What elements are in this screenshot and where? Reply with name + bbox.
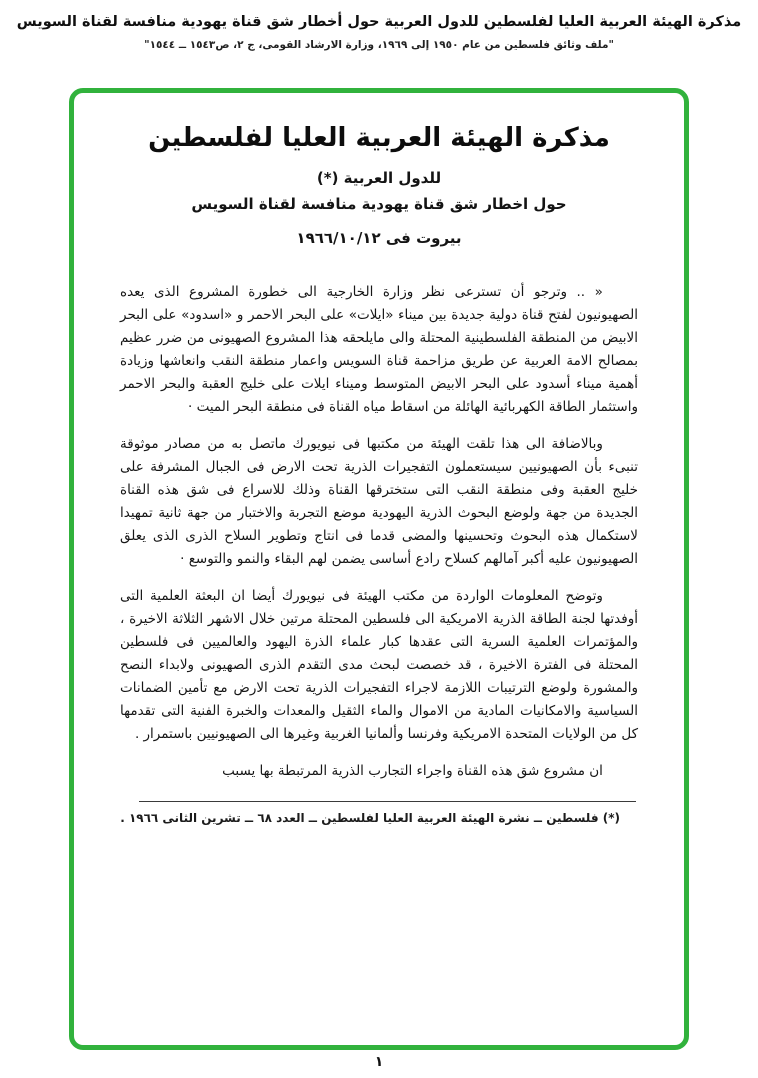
document-title: مذكرة الهيئة العربية العليا لفلسطين <box>148 123 610 153</box>
paragraph-4: ان مشروع شق هذه القناة واجراء التجارب الذرية المرتبطة بها يسبب <box>222 763 603 779</box>
paragraph-3: وتوضح المعلومات الواردة من مكتب الهيئة فى نيويورك أيضا ان البعثة العلمية التى أوفدتها لجنة الطاقة الذرية الامريكية الى فلسطين المحتلة مرتين خلال الاشهر الثلاثة الاخيرة ، والمؤتمرات العلمية السرية التى عقدها كبار علماء الذرة اليهود والعالميين فى فلسطين المحتلة فى الفترة الاخيرة ، قد خصصت لبحث مدى التقدم الذرى الصهيونى ولابداء النصح والمشورة ولوضع الترتيبات اللازمة لاجراء التفجيرات الذرية تحت الارض مع تأمين الضمانات السياسية والامكانيات المادية من الاموال والماء الثقيل والمعدات والخبرة الفنية التى تقدمها كل من الولايات المتحدة الامريكية وفرنسا وألمانيا الغربية وغيرها الى الصهيونيين باستمرار . <box>120 588 638 742</box>
footnote: (*) فلسطين ــ نشرة الهيئة العربية العليا لفلسطين ــ العدد ٦٨ ــ تشرين الثانى ١٩٦٦ . <box>120 811 620 825</box>
document-subtitle-topic: حول اخطار شق قناة يهودية منافسة لقناة السويس <box>191 195 567 213</box>
header-source-citation: "ملف وثائق فلسطين من عام ١٩٥٠ إلى ١٩٦٩، وزارة الارشاد القومى، ج ٢، ص١٥٤٣ ــ ١٥٤٤" <box>144 39 614 51</box>
paragraph-2: وبالاضافة الى هذا تلقت الهيئة من مكتبها فى نيويورك ماتصل به من مصادر موثوقة تنبىء بأن الصهيونيين سيستعملون التفجيرات الذرية تحت الارض فى الجبال المشرفة على خليج العقبة وفى منطقة النقب التى ستخترقها القناة وذلك للاسراع فى شق هذه القناة الجديدة من جهة ولوضع البحوث الذرية اليهودية موضع التجربة والاختبار من جهة ثانية تمهيدا لاستكمال هذه البحوث وتحسينها والمضى قدما فى انتاج وتطوير السلاح الذرى الذى يعلق الصهيونيون عليه أكبر آمالهم كسلاح رادع أساسى يضمن لهم البقاء والنمو والتوسع · <box>120 436 638 567</box>
paragraph-1: « .. وترجو أن تسترعى نظر وزارة الخارجية الى خطورة المشروع الذى يعده الصهيونيون لفتح قناة دولية جديدة بين ميناء «ايلات» على البحر الاحمر و «اسدود» على البحر الابيض من المنطقة الفلسطينية المحتلة والى مايلحقه هذا المشروع الصهيونى من ضرر عظيم بمصالح الامة العربية عن طريق مزاحمة قناة السويس واعمار منطقة النقب وانعاشها وزيادة أهمية ميناء أسدود على البحر الابيض المتوسط وميناء ايلات على خليج العقبة والبحر الاحمر واستثمار الطاقة الكهربائية الهائلة من اسقاط مياه القناة فى منطقة البحر الميت · <box>120 284 638 415</box>
document-subtitle-addressee: للدول العربية (*) <box>316 169 442 187</box>
footnote-divider <box>139 801 636 802</box>
document-body <box>120 281 638 783</box>
document-frame <box>69 88 689 1050</box>
page-number: ١ <box>374 1054 384 1070</box>
header-title: مذكرة الهيئة العربية العليا لفلسطين للدول العربية حول أخطار شق قناة يهودية منافسة لقناة السويس <box>16 14 742 30</box>
page-header <box>0 14 758 51</box>
document-dateline: بيروت فى ١٩٦٦/١٠/١٢ <box>296 229 462 247</box>
